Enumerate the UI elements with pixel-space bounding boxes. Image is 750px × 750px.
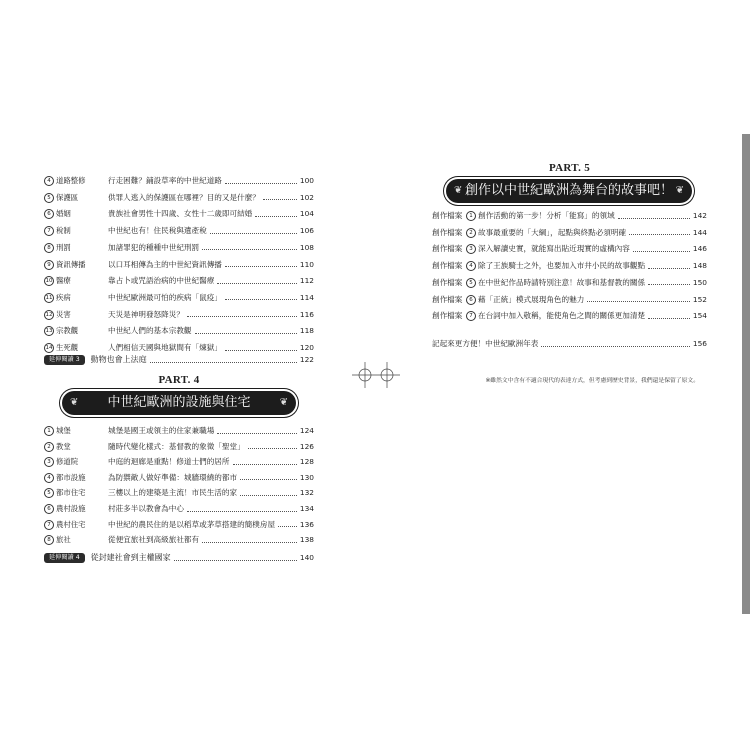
page-number: 108 [299,242,314,252]
page-number: 120 [299,343,314,352]
page-number: 146 [692,244,707,254]
extended-reading-4-row [44,551,314,565]
toc-row [432,226,707,240]
toc-category-label: 農村住宅 [56,519,86,529]
toc-row [44,308,314,322]
page-number: 132 [299,488,314,498]
leader-dots [255,216,297,217]
leader-dots [278,526,297,527]
toc-title: 隨時代變化樣式：基督教的象徵「聖堂」 [108,441,245,451]
page-number: 100 [299,176,314,185]
leader-dots [248,448,297,449]
toc-row [44,424,314,438]
toc-category [44,455,108,469]
toc-category [44,502,108,516]
page-number: 126 [299,441,314,451]
page-number: 118 [299,326,314,336]
circled-number: 1 [466,211,476,221]
toc-row [44,291,314,305]
toc-title: 人們相信天國與地獄間有「煉獄」 [108,343,222,352]
toc-category [44,486,108,500]
timeline-row [432,337,707,351]
toc-category-label: 災害 [56,309,71,319]
extended-reading-badge: 延伸閱讀 3 [44,355,85,365]
toc-row [44,174,314,188]
toc-category [44,308,108,322]
toc-row [432,242,707,256]
circled-number: 6 [44,504,54,514]
toc-row [44,533,314,547]
toc-row [44,324,314,338]
page-number: 114 [299,292,314,302]
circled-number: 5 [44,488,54,498]
toc-category [44,324,108,338]
toc-row [432,276,707,290]
toc-title: 藉「正統」模式展現角色的魅力 [478,294,585,304]
toc-title: 以口耳相傳為主的中世紀資訊傳播 [108,259,222,269]
leader-dots [587,301,690,302]
toc-row [44,224,314,238]
circled-number: 6 [466,295,476,305]
circled-number: 7 [466,311,476,321]
page-number: 140 [299,553,314,562]
toc-category-label: 教堂 [56,441,71,451]
toc-row [44,241,314,255]
circled-number: 10 [45,278,53,285]
leader-dots [240,479,297,480]
toc-row [432,259,707,273]
leader-dots [210,233,297,234]
timeline-title: 記起來更方便！中世紀歐洲年表 [432,339,539,348]
page-number: 104 [299,209,314,219]
leader-dots [217,283,297,284]
toc-category-label: 城堡 [56,426,71,435]
toc-category-label: 疾病 [56,292,71,302]
toc-category-label: 生死觀 [56,343,79,352]
leader-dots [225,350,297,351]
leader-dots [233,464,297,465]
toc-row [44,440,314,454]
leader-dots [174,560,297,561]
toc-title: 村莊多半以教會為中心 [108,504,184,513]
extended-reading-title: 從封建社會到主權國家 [90,553,171,562]
toc-category [44,424,108,438]
leader-dots [217,433,297,434]
case-label: 創作檔案 [432,211,463,220]
page-number: 156 [692,339,707,348]
toc-category-label: 刑罰 [56,242,71,252]
toc-category [44,174,108,188]
part5-title-banner [446,179,692,203]
toc-category [44,274,108,288]
page-number: 152 [692,294,707,304]
case-label: 創作檔案 [432,227,463,237]
toc-category [44,258,108,272]
toc-row [44,471,314,485]
circled-number: 3 [44,457,54,467]
circled-number: 4 [466,261,476,271]
circled-number: 2 [44,442,54,452]
toc-category-label: 道路整修 [56,176,86,185]
part5-title: 創作以中世紀歐洲為舞台的故事吧！ [464,183,673,198]
toc-row [44,518,314,532]
circled-number: 12 [45,311,53,318]
page-number: 122 [299,355,314,364]
page-number: 142 [692,211,707,220]
leader-dots [202,249,297,250]
toc-category-label: 婚姻 [56,209,71,219]
leader-dots [195,333,297,334]
case-label: 創作檔案 [432,261,463,271]
page-number: 136 [299,519,314,529]
page-number: 106 [299,226,314,236]
toc-category [44,224,108,238]
leader-dots [202,542,297,543]
toc-title: 從便宜旅社到高級旅社都有 [108,535,200,545]
page-number: 124 [299,426,314,435]
page-number: 154 [692,311,707,321]
toc-category-label: 稅制 [56,226,71,236]
toc-title: 加諸罪犯的種種中世紀刑罰 [108,242,200,252]
page-number: 128 [299,457,314,467]
leader-dots [648,318,690,319]
page-number: 112 [299,276,314,286]
case-label: 創作檔案 [432,277,463,287]
leader-dots [618,218,690,219]
toc-row [44,502,314,516]
toc-title: 貴族社會男性十四歲、女性十二歲即可結婚 [108,209,253,219]
toc-title: 天災是神明發怒降災？ [108,309,184,319]
page-number: 150 [692,277,707,287]
page-number: 130 [299,472,314,482]
part4-title-banner [62,391,296,415]
circled-number: 13 [45,328,53,335]
toc-category [44,471,108,485]
toc-category [44,518,108,532]
ornament-icon: ❦ [675,185,684,196]
toc-category-label: 都市住宅 [56,488,86,498]
page-number: 138 [299,535,314,545]
toc-title: 城堡是國王或領主的住家兼職場 [108,426,215,435]
circled-number: 14 [45,345,53,351]
leader-dots [263,199,297,200]
page-number: 116 [299,309,314,319]
page-edge-bar [742,134,750,614]
toc-title: 在中世紀作品時請特別注意！故事和基督教的關係 [478,277,646,287]
leader-dots [187,316,297,317]
toc-title: 故事最重要的「大綱」，起點與終點必須明確 [478,227,627,237]
toc-row [44,455,314,469]
toc-category-label: 農村設施 [56,504,86,513]
toc-row [432,293,707,307]
toc-category [44,207,108,221]
leader-dots [633,251,690,252]
leader-dots [541,346,690,347]
leader-dots [187,511,297,512]
circled-number: 5 [44,193,54,203]
toc-row [44,258,314,272]
toc-title: 中庭的迴廊是重點！修道士們的居所 [108,457,230,467]
page-number: 110 [299,259,314,269]
toc-category-label: 宗教觀 [56,326,79,336]
footnote: ※雖然文中含有不適合現代的表達方式，但考慮到歷史背景，我們還是保留了原文。 [485,378,699,384]
toc-title: 中世紀人們的基本宗教觀 [108,326,192,336]
part4-label: PART. 4 [158,374,200,386]
toc-category-label: 保護區 [56,192,79,202]
toc-category [44,291,108,305]
toc-title: 深入解讀史實，就能寫出貼近現實的虛構內容 [478,244,630,254]
page-number: 144 [692,227,707,237]
leader-dots [648,284,690,285]
circled-number: 8 [44,243,54,253]
toc-title: 創作活動的第一步！分析「能寫」的領域 [478,211,615,220]
toc-title: 除了王族騎士之外，也要加入市井小民的故事觀點 [478,261,646,271]
extended-reading-title: 動物也會上法庭 [90,355,147,364]
circled-number: 4 [44,473,54,483]
circled-number: 2 [466,228,476,238]
part5-label: PART. 5 [548,162,591,174]
ornament-icon: ❦ [279,397,288,408]
toc-category [44,533,108,547]
toc-title: 在台詞中加入敬稱，能使角色之間的關係更加清楚 [478,311,646,321]
toc-row [44,191,314,205]
toc-category-label: 資訊傳播 [56,259,86,269]
toc-row [44,207,314,221]
ornament-icon: ❦ [454,185,463,196]
crop-mark-icon [352,362,400,388]
circled-number: 7 [44,226,54,236]
toc-title: 為防禦敵人做好準備：城牆環繞的都市 [108,472,238,482]
case-label: 創作檔案 [432,294,463,304]
circled-number: 1 [44,426,54,436]
toc-row [44,486,314,500]
extended-reading-3-row [44,353,314,367]
toc-title: 行走困難？鋪設草率的中世紀道路 [108,176,222,185]
toc-row [432,309,707,323]
toc-category [44,440,108,454]
circled-number: 8 [44,535,54,545]
toc-title: 三樓以上的建築是主流！市民生活的家 [108,488,238,498]
circled-number: 7 [44,520,54,530]
leader-dots [629,234,690,235]
leader-dots [150,362,297,363]
toc-category-label: 都市設施 [56,472,86,482]
leader-dots [225,183,297,184]
toc-title: 中世紀的農民住的是以稻草或茅草搭建的簡樸房屋 [108,519,276,529]
toc-category-label: 修道院 [56,457,79,467]
circled-number: 3 [466,244,476,254]
circled-number: 6 [44,209,54,219]
toc-category-label: 醫療 [56,276,71,286]
page-number: 134 [299,504,314,513]
circled-number: 9 [44,260,54,270]
circled-number: 11 [45,294,53,301]
toc-title: 中世紀也有！住民稅與遺產稅 [108,226,207,236]
leader-dots [240,495,297,496]
circled-number: 5 [466,278,476,288]
toc-title: 供罪人逃入的保護區在哪裡？目的又是什麼？ [108,192,260,202]
toc-title: 靠占卜或咒語治病的中世紀醫療 [108,276,215,286]
case-label: 創作檔案 [432,311,463,321]
toc-title: 中世紀歐洲最可怕的疾病「鼠疫」 [108,292,222,302]
toc-row [432,209,707,223]
ornament-icon: ❦ [70,397,79,408]
toc-row [44,274,314,288]
leader-dots [648,268,690,269]
toc-category [44,241,108,255]
toc-category-label: 旅社 [56,535,71,545]
circled-number: 4 [44,176,54,186]
page-number: 148 [692,261,707,271]
case-label: 創作檔案 [432,244,463,254]
toc-category [44,191,108,205]
leader-dots [225,299,297,300]
page-number: 102 [299,192,314,202]
leader-dots [225,266,297,267]
part4-title: 中世紀歐洲的設施與住宅 [107,395,251,410]
extended-reading-badge: 延伸閱讀 4 [44,553,85,563]
